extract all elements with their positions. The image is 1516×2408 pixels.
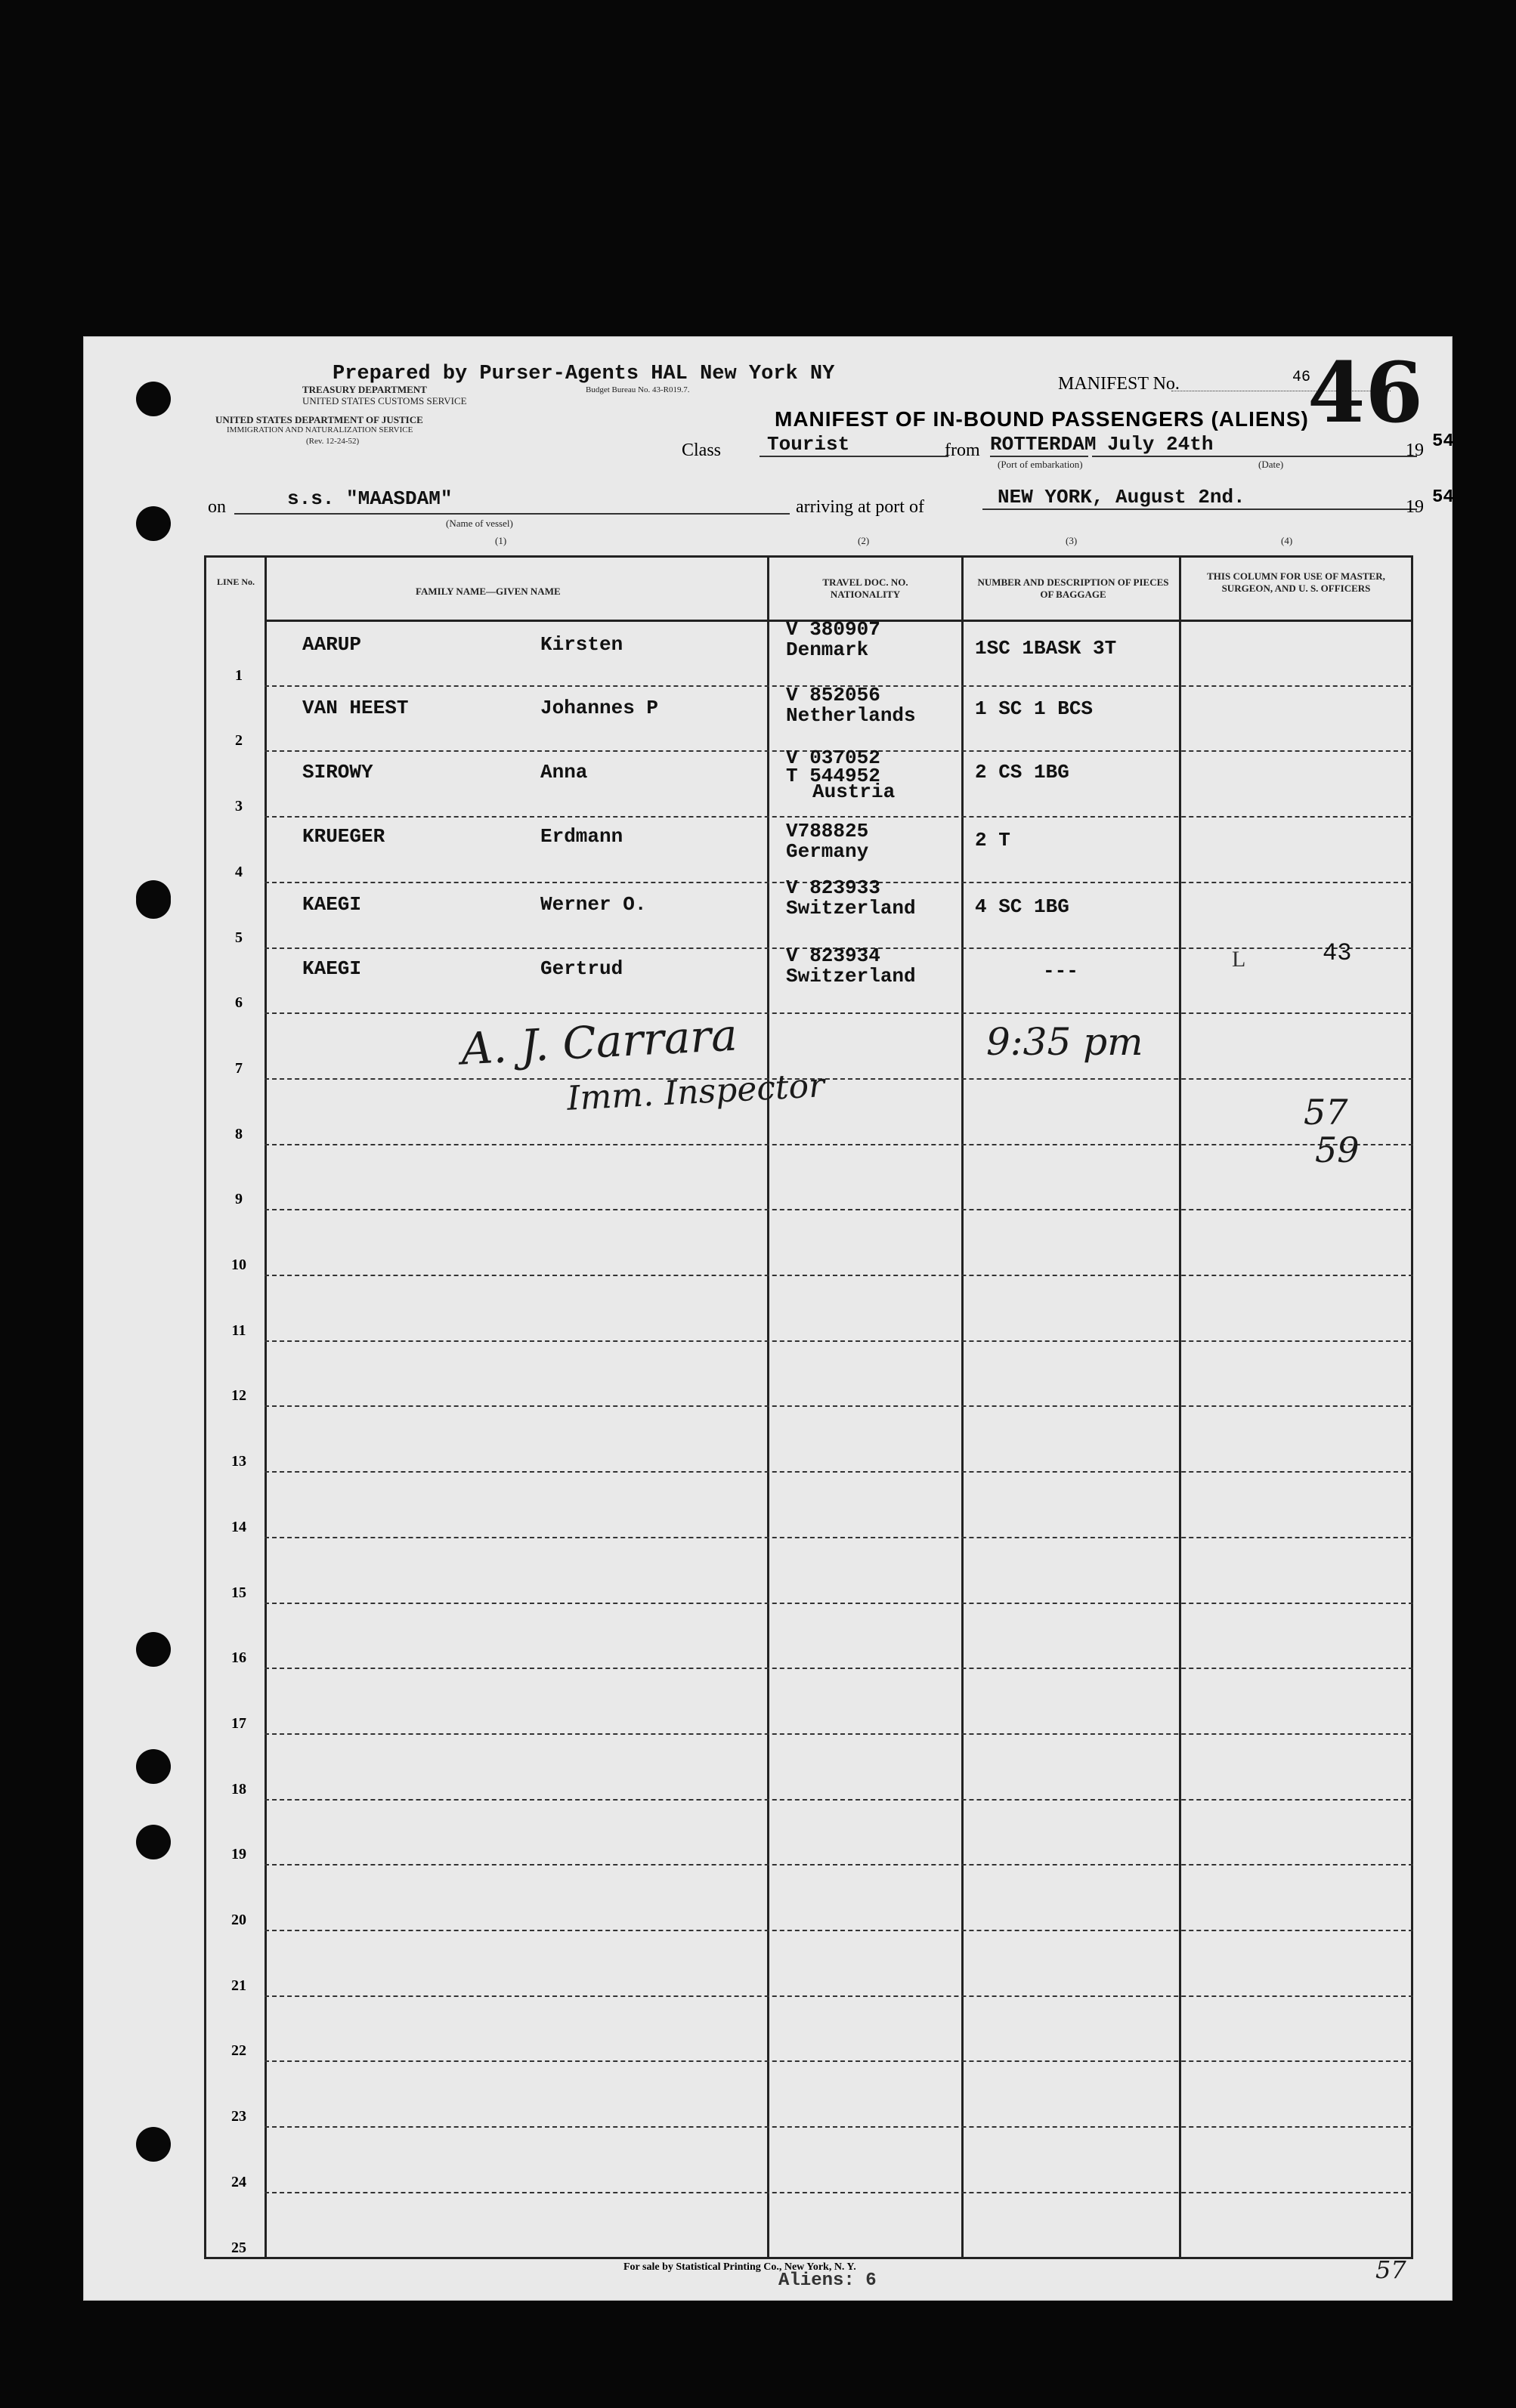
binder-hole <box>136 1749 171 1784</box>
row-3-nationality: Austria <box>812 781 896 803</box>
treasury-label: TREASURY DEPARTMENT <box>302 384 427 395</box>
binder-hole <box>136 1825 171 1859</box>
prepared-by: Prepared by Purser-Agents HAL New York NY <box>333 363 835 385</box>
row-3-doc: V 037052 <box>786 747 880 769</box>
line-number: 10 <box>231 1257 246 1273</box>
row-rule <box>265 2126 1413 2128</box>
line-number: 21 <box>231 1977 246 1994</box>
line-number: 22 <box>231 2042 246 2060</box>
row-1-baggage: 1SC 1BASK 3T <box>975 637 1117 660</box>
col-num-3: (3) <box>1066 535 1078 546</box>
line-number: 4 <box>235 863 243 880</box>
row-rule <box>265 1340 1413 1342</box>
line-number: 8 <box>235 1125 243 1142</box>
header-line-no: LINE No. <box>216 576 255 587</box>
class-value: Tourist <box>760 433 948 457</box>
col-divider <box>265 555 267 2259</box>
col-num-2: (2) <box>858 535 870 546</box>
row-4-baggage: 2 T <box>975 829 1010 852</box>
manifest-no-label: MANIFEST No. <box>1058 374 1180 394</box>
manifest-page <box>83 336 1453 2301</box>
row-rule <box>265 1733 1413 1735</box>
row-1-family: AARUP <box>302 633 362 656</box>
binder-hole <box>136 2127 171 2162</box>
embarkation-date: July 24th <box>1092 433 1417 457</box>
port-of-embarkation: ROTTERDAM <box>990 433 1097 456</box>
vessel-caption: (Name of vessel) <box>446 518 513 529</box>
from-label: from <box>945 440 980 460</box>
line-number: 14 <box>231 1518 246 1535</box>
inspection-time: 9:35 pm <box>986 1020 1143 1064</box>
line-number: 17 <box>231 1714 246 1732</box>
line-number: 20 <box>231 1912 246 1928</box>
line-number: 7 <box>235 1059 243 1077</box>
row-2-given: Johannes P <box>540 697 659 719</box>
row-rule <box>265 1799 1413 1801</box>
line-number: 12 <box>231 1387 246 1405</box>
line-number: 13 <box>231 1453 246 1470</box>
row-rule <box>265 1275 1413 1276</box>
row-rule <box>265 2192 1413 2193</box>
binder-hole <box>136 382 171 416</box>
row-rule <box>265 1209 1413 1210</box>
row-3-doc-2: T 544952 <box>786 765 880 787</box>
row-rule <box>265 1078 1413 1080</box>
year-suffix-2: 54 <box>1432 487 1454 508</box>
on-label: on <box>208 497 226 517</box>
officer-check-mark: L <box>1232 947 1246 972</box>
col-divider <box>961 555 964 2259</box>
year-suffix: 54 <box>1432 431 1454 452</box>
tally-mark-1: 57 <box>1304 1092 1348 1133</box>
row-rule <box>265 1012 1413 1014</box>
budget-label: Budget Bureau No. 43-R019.7. <box>586 385 690 394</box>
manifest-title: MANIFEST OF IN-BOUND PASSENGERS (ALIENS) <box>775 407 1309 431</box>
row-2-family: VAN HEEST <box>302 697 409 719</box>
ins-label: IMMIGRATION AND NATURALIZATION SERVICE <box>227 425 413 434</box>
line-number: 9 <box>235 1191 243 1208</box>
aliens-count: Aliens: 6 <box>778 2270 877 2291</box>
line-number: 5 <box>235 929 243 946</box>
class-label: Class <box>682 440 722 460</box>
row-rule <box>265 1668 1413 1669</box>
row-rule <box>265 816 1413 818</box>
header-baggage: NUMBER AND DESCRIPTION OF PIECES OF BAGGAGE <box>977 576 1169 600</box>
row-3-baggage: 2 CS 1BG <box>975 761 1069 784</box>
row-rule <box>265 1603 1413 1604</box>
header-officers: THIS COLUMN FOR USE OF MASTER, SURGEON, AND U. S. OFFICERS <box>1207 570 1385 594</box>
row-1-doc: V 380907 <box>786 618 880 641</box>
binder-hole <box>136 506 171 541</box>
manifest-table <box>204 555 1413 2259</box>
arrival-port-date: NEW YORK, August 2nd. <box>982 486 1417 510</box>
row-rule <box>265 1144 1413 1145</box>
row-1-given: Kirsten <box>540 633 623 656</box>
customs-label: UNITED STATES CUSTOMS SERVICE <box>302 395 467 406</box>
tally-mark-3: 57 <box>1375 2255 1406 2284</box>
rev-label: (Rev. 12-24-52) <box>306 437 360 446</box>
for-sale-line: For sale by Statistical Printing Co., New York, N. Y. <box>623 2261 856 2273</box>
row-6-doc: V 823934 <box>786 944 880 967</box>
header-travel-doc: TRAVEL DOC. NO. NATIONALITY <box>822 576 908 600</box>
port-caption: (Port of embarkation) <box>998 459 1083 470</box>
row-rule <box>265 1405 1413 1407</box>
year-prefix-2: 19 <box>1406 497 1424 517</box>
manifest-stamp: 46 <box>1307 344 1424 441</box>
inspector-signature: A. J. Carrara <box>459 1009 739 1075</box>
line-number: 16 <box>231 1649 246 1667</box>
year-prefix: 19 <box>1406 440 1424 460</box>
row-rule <box>265 2060 1413 2062</box>
row-5-doc: V 823933 <box>786 876 880 899</box>
row-4-nationality: Germany <box>786 840 869 863</box>
line-number: 6 <box>235 994 243 1012</box>
row-rule <box>265 1471 1413 1473</box>
row-5-nationality: Switzerland <box>786 897 916 920</box>
row-5-baggage: 4 SC 1BG <box>975 895 1069 918</box>
col-num-1: (1) <box>495 535 507 546</box>
row-4-family: KRUEGER <box>302 825 385 848</box>
row-5-family: KAEGI <box>302 893 362 916</box>
binder-hole <box>136 880 171 915</box>
line-number: 3 <box>235 798 243 815</box>
row-rule <box>265 1864 1413 1866</box>
row-5-given: Werner O. <box>540 893 647 916</box>
row-6-nationality: Switzerland <box>786 965 916 988</box>
col-divider <box>1179 555 1181 2259</box>
line-number: 11 <box>231 1321 246 1339</box>
line-number: 23 <box>231 2108 246 2125</box>
row-6-officer: 43 <box>1323 939 1352 967</box>
row-rule <box>265 1930 1413 1931</box>
justice-label: UNITED STATES DEPARTMENT OF JUSTICE <box>215 414 423 425</box>
line-number: 24 <box>231 2173 246 2190</box>
line-number: 1 <box>235 666 243 684</box>
row-6-given: Gertrud <box>540 957 623 980</box>
row-2-nationality: Netherlands <box>786 704 916 727</box>
row-6-baggage: --- <box>1043 960 1078 982</box>
line-number: 19 <box>231 1846 246 1863</box>
row-1-nationality: Denmark <box>786 638 869 661</box>
row-6-family: KAEGI <box>302 957 362 980</box>
row-3-given: Anna <box>540 761 588 784</box>
row-2-doc: V 852056 <box>786 684 880 706</box>
col-num-4: (4) <box>1281 535 1293 546</box>
inspector-title: Imm. Inspector <box>565 1066 826 1118</box>
col-divider <box>767 555 769 2259</box>
vessel-line <box>234 512 790 515</box>
line-number: 15 <box>231 1584 246 1601</box>
row-rule <box>265 1537 1413 1538</box>
arriving-label: arriving at port of <box>796 497 924 517</box>
row-2-baggage: 1 SC 1 BCS <box>975 697 1094 720</box>
binder-hole <box>136 1632 171 1667</box>
line-number: 2 <box>235 732 243 750</box>
row-rule <box>265 1995 1413 1997</box>
header-name: FAMILY NAME—GIVEN NAME <box>416 586 561 597</box>
vessel-name: s.s. "MAASDAM" <box>287 487 453 510</box>
row-4-given: Erdmann <box>540 825 623 848</box>
row-4-doc: V788825 <box>786 820 869 842</box>
manifest-no-small: 46 <box>1292 369 1311 386</box>
line-number: 18 <box>231 1780 246 1797</box>
line-number: 25 <box>231 2239 246 2256</box>
row-3-family: SIROWY <box>302 761 373 784</box>
tally-mark-2: 59 <box>1315 1130 1360 1170</box>
date-caption: (Date) <box>1258 459 1284 470</box>
